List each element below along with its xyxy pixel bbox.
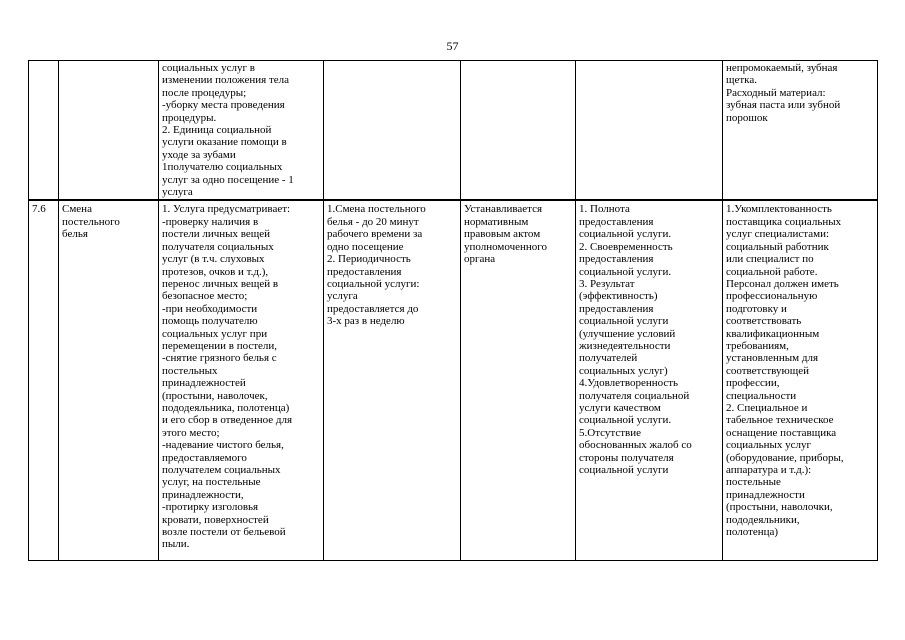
row-number-cell <box>29 61 59 201</box>
service-content-cell: социальных услуг в изменении положения тела после процедуры; -уборку места проведения процедуры. 2. Единица социальной услуги оказание помощи в уходе за зубами 1получателю социальных услуг за одно посещение - 1 услуга <box>159 61 324 201</box>
service-cost-cell <box>461 61 576 201</box>
service-cost-cell: Устанавливается нормативным правовым актом уполномоченного органа <box>461 200 576 561</box>
service-terms-cell <box>324 61 461 201</box>
row-number-cell: 7.6 <box>29 200 59 561</box>
service-name-cell: Смена постельного белья <box>59 200 159 561</box>
table-row <box>29 61 878 201</box>
service-name-cell <box>59 61 159 201</box>
table-row <box>29 200 878 561</box>
service-conditions-cell: непромокаемый, зубная щетка. Расходный материал: зубная паста или зубной порошок <box>723 61 878 201</box>
service-terms-cell: 1.Смена постельного белья - до 20 минут рабочего времени за одно посещение 2. Периодичность предоставления социальной услуги: услуга предоставляется до 3-х раз в неделю <box>324 200 461 561</box>
quality-indicators-cell: 1. Полнота предоставления социальной услуги. 2. Своевременность предоставления социальной услуги. 3. Результат (эффективность) предоставления социальной услуги (улучшение условий жизнедеятельности получателей социальных услуг) 4.Удовлетворенность получателя социальной услуги качеством социальной услуги. 5.Отсутствие обоснованных жалоб со стороны получателя социальной услуги <box>576 200 723 561</box>
service-content-cell: 1. Услуга предусматривает: -проверку наличия в постели личных вещей получателя социальных услуг (в т.ч. слуховых протезов, очков и т.д.), перенос личных вещей в безопасное место; -при необходимости помощь получателю социальных услуг при перемещении в постели, -снятие грязного белья с постельных принадлежностей (простыни, наволочек, пододеяльника, полотенца) и его сбор в отведенное для этого место; -надевание чистого белья, предоставляемого получателем социальных услуг, на постельные принадлежности, -протирку изголовья кровати, поверхностей возле постели от бельевой пыли. <box>159 200 324 561</box>
service-conditions-cell: 1.Укомплектованность поставщика социальных услуг специалистами: социальный работник или специалист по социальной работе. Персонал должен иметь профессиональную подготовку и соответствовать квалификационным требованиям, установленным для соответствующей профессии, специальности 2. Специальное и табельное техническое оснащение поставщика социальных услуг (оборудование, приборы, аппаратура и т.д.): постельные принадлежности (простыни, наволочки, пододеяльники, полотенца) <box>723 200 878 561</box>
page-number: 57 <box>446 39 459 53</box>
quality-indicators-cell <box>576 61 723 201</box>
services-table <box>28 60 878 561</box>
